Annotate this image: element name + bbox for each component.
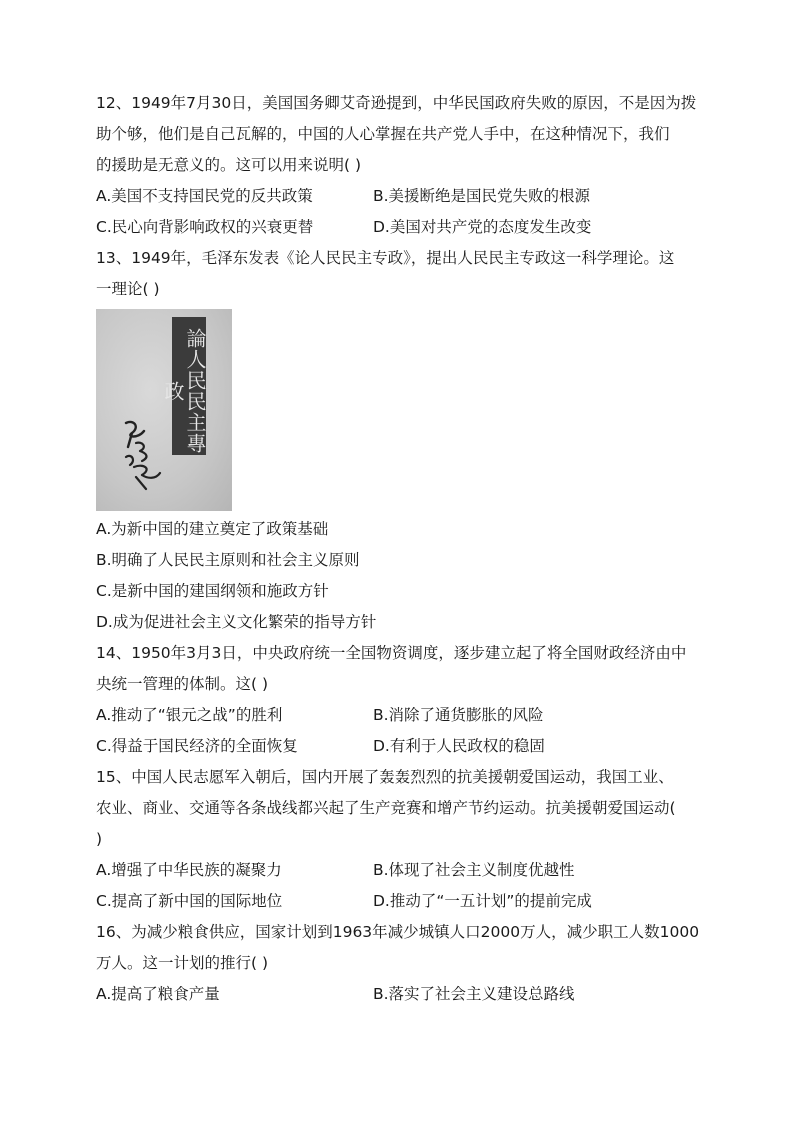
option-15-b: B.体现了社会主义制度优越性 [373, 861, 575, 879]
option-16-a: A.提高了粮食产量 [96, 985, 220, 1003]
question-12 [96, 88, 700, 243]
question-15 [96, 762, 700, 917]
question-14-line-1: 14、1950年3月3日，中央政府统一全国物资调度，逐步建立起了将全国财政经济由中 [96, 644, 687, 662]
question-15-line-1: 15、中国人民志愿军入朝后，国内开展了轰轰烈烈的抗美援朝爱国运动，我国工业、 [96, 768, 674, 786]
question-13-line-1: 13、1949年，毛泽东发表《论人民民主专政》，提出人民民主专政这一科学理论。这 [96, 249, 675, 267]
question-14-options-row-2 [96, 731, 700, 762]
option-12-a: A.美国不支持国民党的反共政策 [96, 187, 313, 205]
question-16-line-2: 万人。这一计划的推行( ) [96, 954, 269, 972]
question-15-line-3: ) [96, 830, 103, 848]
question-15-options-row-1 [96, 855, 700, 886]
question-15-options-row-2 [96, 886, 700, 917]
option-13-d: D.成为促进社会主义文化繁荣的指导方针 [96, 613, 377, 631]
question-14-line-2: 央统一管理的体制。这( ) [96, 675, 269, 693]
question-16-options-row-1 [96, 979, 700, 1010]
question-12-options-row-2 [96, 212, 700, 243]
question-12-line-1: 12、1949年7月30日，美国国务卿艾奇逊提到，中华民国政府失败的原因，不是因为拨 [96, 94, 697, 112]
option-15-a: A.增强了中华民族的凝聚力 [96, 861, 282, 879]
option-12-d: D.美国对共产党的态度发生改变 [373, 218, 592, 236]
question-15-line-2: 农业、商业、交通等各条战线都兴起了生产竞赛和增产节约运动。抗美援朝爱国运动( [96, 799, 676, 817]
option-12-c: C.民心向背影响政权的兴衰更替 [96, 218, 314, 236]
question-12-options-row-1 [96, 181, 700, 212]
question-12-line-2: 助个够，他们是自己瓦解的，中国的人心掌握在共产党人手中，在这种情况下，我们 [96, 125, 670, 143]
option-15-d: D.推动了“一五计划”的提前完成 [373, 892, 592, 910]
option-16-b: B.落实了社会主义建设总路线 [373, 985, 575, 1003]
option-14-b: B.消除了通货膨胀的风险 [373, 706, 544, 724]
option-15-c: C.提高了新中国的国际地位 [96, 892, 283, 910]
option-14-a: A.推动了“银元之战”的胜利 [96, 706, 283, 724]
question-14 [96, 638, 700, 762]
option-14-c: C.得益于国民经济的全面恢复 [96, 737, 298, 755]
option-12-b: B.美援断绝是国民党失败的根源 [373, 187, 591, 205]
option-13-c: C.是新中国的建国纲领和施政方针 [96, 582, 329, 600]
question-14-options-row-1 [96, 700, 700, 731]
exam-page [96, 88, 700, 1010]
question-12-line-3: 的援助是无意义的。这可以用来说明( ) [96, 156, 362, 174]
question-16 [96, 917, 700, 1010]
signature-image [118, 417, 168, 495]
option-13-b: B.明确了人民民主原则和社会主义原则 [96, 551, 360, 569]
question-16-line-1: 16、为减少粮食供应，国家计划到1963年减少城镇人口2000万人，减少职工人数1000 [96, 923, 700, 941]
book-title-label: 論人民民主專政 [172, 317, 206, 455]
question-13-line-2: 一理论( ) [96, 280, 160, 298]
option-13-a: A.为新中国的建立奠定了政策基础 [96, 520, 329, 538]
question-13 [96, 243, 700, 638]
book-cover-image [96, 309, 232, 511]
option-14-d: D.有利于人民政权的稳固 [373, 737, 545, 755]
